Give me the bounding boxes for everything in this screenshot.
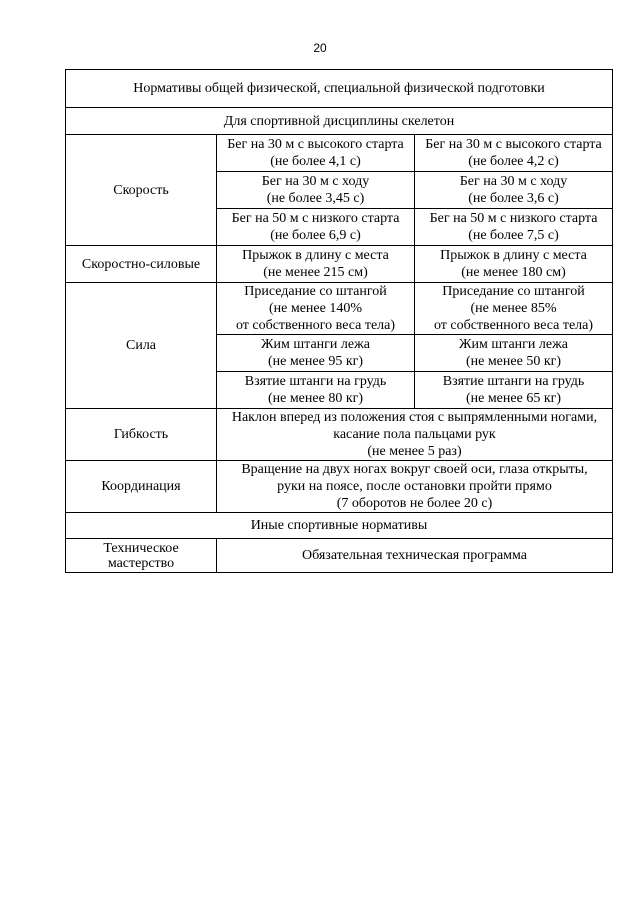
norm-cell-female: Прыжок в длину с места (не менее 180 см) — [415, 246, 613, 283]
table-row — [66, 135, 613, 172]
table-row — [66, 539, 613, 573]
norm-cell-male: Приседание со штангой (не менее 140% от собственного веса тела) — [217, 283, 415, 335]
norm-cell-female: Бег на 30 м с ходу (не более 3,6 с) — [415, 172, 613, 209]
category-speed: Скорость — [66, 135, 217, 246]
category-coordination: Координация — [66, 461, 217, 513]
table-row — [66, 283, 613, 335]
norms-table — [65, 69, 613, 573]
norm-cell-female: Взятие штанги на грудь (не менее 65 кг) — [415, 372, 613, 409]
page-number: 20 — [313, 41, 327, 55]
norm-cell-common: Вращение на двух ногах вокруг своей оси, глаза открыты, руки на поясе, после остановки пройти прямо (7 оборотов не более 20 с) — [217, 461, 613, 513]
norm-cell-male: Взятие штанги на грудь (не менее 80 кг) — [217, 372, 415, 409]
norm-cell-female: Жим штанги лежа (не менее 50 кг) — [415, 335, 613, 372]
table-row — [66, 461, 613, 513]
discipline-row — [66, 108, 613, 135]
category-technical: Техническое мастерство — [66, 539, 217, 573]
category-strength: Сила — [66, 283, 217, 409]
norm-cell-male: Бег на 30 м с ходу (не более 3,45 с) — [217, 172, 415, 209]
norm-cell-male: Жим штанги лежа (не менее 95 кг) — [217, 335, 415, 372]
category-flexibility: Гибкость — [66, 409, 217, 461]
norm-cell-female: Бег на 50 м с низкого старта (не более 7,5 с) — [415, 209, 613, 246]
other-norms-header: Иные спортивные нормативы — [66, 513, 613, 539]
other-norms-row — [66, 513, 613, 539]
norm-cell-male: Бег на 30 м с высокого старта (не более 4,1 с) — [217, 135, 415, 172]
norm-cell-common: Наклон вперед из положения стоя с выпрямленными ногами, касание пола пальцами рук (не менее 5 раз) — [217, 409, 613, 461]
norm-cell-male: Прыжок в длину с места (не менее 215 см) — [217, 246, 415, 283]
table-title-row — [66, 70, 613, 108]
category-speed-strength: Скоростно-силовые — [66, 246, 217, 283]
discipline-header: Для спортивной дисциплины скелетон — [66, 108, 613, 135]
table-row — [66, 409, 613, 461]
table-title: Нормативы общей физической, специальной физической подготовки — [66, 70, 613, 108]
norm-cell-female: Бег на 30 м с высокого старта (не более 4,2 с) — [415, 135, 613, 172]
norm-cell-common: Обязательная техническая программа — [217, 539, 613, 573]
norm-cell-male: Бег на 50 м с низкого старта (не более 6,9 с) — [217, 209, 415, 246]
table-row — [66, 246, 613, 283]
norm-cell-female: Приседание со штангой (не менее 85% от собственного веса тела) — [415, 283, 613, 335]
